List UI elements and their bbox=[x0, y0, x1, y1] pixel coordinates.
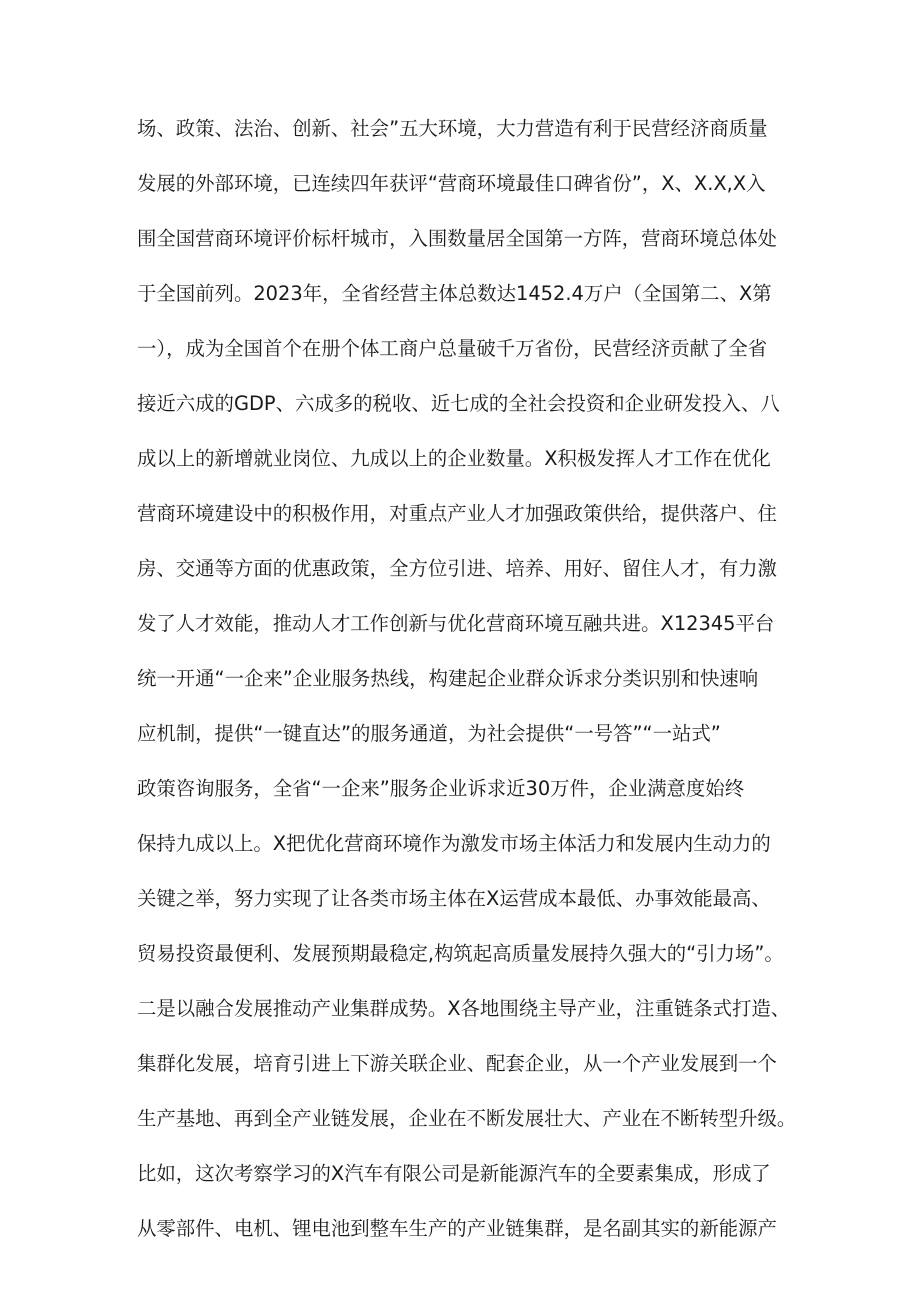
text-line: 政策咨询服务，全省“一企来”服务企业诉求近30万件，企业满意度始终 bbox=[137, 777, 745, 800]
text-line: 围全国营商环境评价标杆城市，入围数量居全国第一方阵，营商环境总体处 bbox=[137, 227, 777, 250]
text-line: 场、政策、法治、创新、社会”五大环境，大力营造有利于民营经济商质量 bbox=[137, 117, 768, 140]
text-line: 应机制，提供“一键直达”的服务通道，为社会提供“一号答”“一站式” bbox=[137, 722, 721, 745]
text-line: 营商环境建设中的积极作用，对重点产业人才加强政策供给，提供落户、住 bbox=[137, 502, 777, 525]
text-line: 接近六成的GDP、六成多的税收、近七成的全社会投资和企业研发投入、八 bbox=[137, 392, 780, 415]
text-line: 保持九成以上。X把优化营商环境作为激发市场主体活力和发展内生动力的 bbox=[137, 832, 771, 855]
text-line: 发展的外部环境，已连续四年获评“营商环境最佳口碑省份”，X、X.X,X入 bbox=[137, 172, 766, 195]
text-line: 于全国前列。2023年，全省经营主体总数达1452.4万户（全国第二、X第 bbox=[137, 282, 772, 305]
text-line: 从零部件、电机、锂电池到整车生产的产业链集群，是名副其实的新能源产 bbox=[137, 1217, 777, 1240]
text-line: 一），成为全国首个在册个体工商户总量破千万省份，民营经济贡献了全省 bbox=[137, 337, 768, 360]
text-line: 生产基地、再到全产业链发展，企业在不断发展壮大、产业在不断转型升级。 bbox=[137, 1107, 797, 1130]
text-line: 关键之举，努力实现了让各类市场主体在X运营成本最低、办事效能最高、 bbox=[137, 887, 771, 910]
text-line: 发了人才效能，推动人才工作创新与优化营商环境互融共进。X12345平台 bbox=[137, 612, 775, 635]
text-line: 房、交通等方面的优惠政策，全方位引进、培养、用好、留住人才，有力激 bbox=[137, 557, 777, 580]
text-line: 贸易投资最便利、发展预期最稳定,构筑起高质量发展持久强大的“引力场”。 bbox=[137, 942, 784, 965]
text-line: 二是以融合发展推动产业集群成势。X各地围绕主导产业，注重链条式打造、 bbox=[137, 997, 791, 1020]
text-line: 集群化发展，培育引进上下游关联企业、配套企业，从一个产业发展到一个 bbox=[137, 1052, 777, 1075]
text-line: 成以上的新增就业岗位、九成以上的企业数量。X积极发挥人才工作在优化 bbox=[137, 447, 771, 470]
text-line: 比如，这次考察学习的X汽车有限公司是新能源汽车的全要素集成，形成了 bbox=[137, 1162, 771, 1185]
text-line: 统一开通“一企来”企业服务热线，构建起企业群众诉求分类识别和快速响 bbox=[137, 667, 759, 690]
